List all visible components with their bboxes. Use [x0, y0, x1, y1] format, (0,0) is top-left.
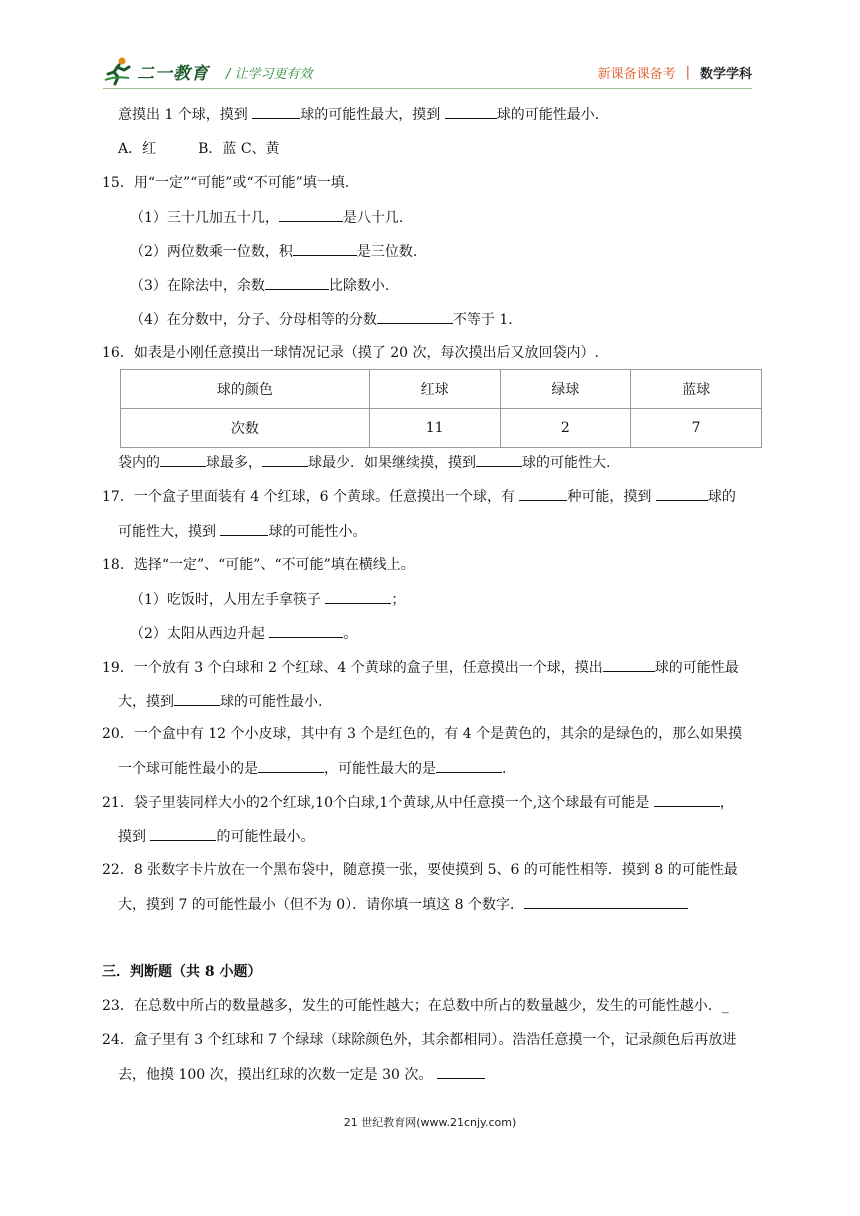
answer-blank[interactable]: [325, 589, 391, 604]
q15-item-3: （3）在除法中，余数 比除数小.: [130, 275, 389, 296]
answer-blank[interactable]: [436, 758, 502, 773]
header-divider: [103, 88, 752, 89]
q18-item-2: （2）太阳从西边升起 。: [130, 623, 357, 644]
q15-item-1: （1）三十几加五十几， 是八十几.: [130, 207, 403, 228]
answer-blank[interactable]: [654, 792, 720, 807]
table-cell: 球的颜色: [121, 370, 370, 409]
answer-blank[interactable]: [293, 241, 357, 256]
brand-logo: [103, 56, 209, 86]
answer-blank[interactable]: [220, 521, 268, 536]
answer-blank[interactable]: [258, 758, 324, 773]
answer-blank[interactable]: [252, 104, 300, 119]
answer-blank[interactable]: [445, 104, 497, 119]
q21-line-1: 21．袋子里装同样大小的2个红球,10个白球,1个黄球,从中任意摸一个,这个球最有可能是 ，: [102, 792, 734, 813]
answer-blank[interactable]: [279, 207, 343, 222]
answer-blank[interactable]: [603, 657, 655, 672]
header-subject: [598, 63, 752, 82]
logo-text: 二一教育: [137, 63, 209, 84]
q18-item-1: （1）吃饭时，人用左手拿筷子 ；: [130, 589, 405, 610]
q19-line-2: 大，摸到 球的可能性最小.: [118, 691, 322, 712]
q19-line-1: 19．一个放有 3 个白球和 2 个红球、4 个黄球的盒子里，任意摸出一个球，摸出 球的可能性最: [102, 657, 739, 678]
answer-blank[interactable]: [262, 452, 308, 467]
table-row: [121, 409, 762, 448]
table-cell: 红球: [369, 370, 500, 409]
table-cell: 蓝球: [631, 370, 762, 409]
q22-line-2: 大，摸到 7 的可能性最小（但不为 0）．请你填一填这 8 个数字．: [118, 894, 688, 915]
q14-options: A．红 B．蓝 C、黄: [118, 141, 280, 157]
table-cell: 次数: [121, 409, 370, 448]
answer-blank[interactable]: [377, 309, 453, 324]
q18-title: 18．选择“一定”、“可能”、“不可能”填在横线上。: [102, 557, 415, 573]
q24-line-2: 去，他摸 100 次，摸出红球的次数一定是 30 次。: [118, 1064, 485, 1085]
q24-line-1: 24．盒子里有 3 个红球和 7 个绿球（球除颜色外，其余都相同）。浩浩任意摸一个，记录颜色后再放进: [102, 1032, 737, 1048]
answer-blank[interactable]: [519, 486, 567, 501]
answer-blank[interactable]: [265, 275, 329, 290]
page-footer: 21 世纪教育网(www.21cnjy.com): [343, 1116, 517, 1129]
header-separator: |: [685, 65, 690, 80]
answer-blank[interactable]: [174, 691, 220, 706]
record-table: [120, 369, 762, 448]
table-header-row: [121, 370, 762, 409]
q16-question: 袋内的 球最多， 球最少．如果继续摸，摸到 球的可能性大.: [118, 452, 610, 473]
answer-blank[interactable]: [150, 826, 216, 841]
section-heading: 三．判断题（共 8 小题）: [102, 964, 262, 980]
q17-line-1: 17．一个盒子里面装有 4 个红球，6 个黄球。任意摸出一个球，有 种可能，摸到 球的: [102, 486, 736, 507]
header-subject-name: 数学学科: [699, 67, 752, 82]
table-cell: 绿球: [500, 370, 631, 409]
answer-blank[interactable]: [476, 452, 522, 467]
q15-item-4: （4）在分数中，分子、分母相等的分数 不等于 1.: [130, 309, 513, 330]
table-cell: 11: [369, 409, 500, 448]
q17-line-2: 可能性大，摸到 球的可能性小。: [118, 521, 366, 542]
answer-blank[interactable]: [160, 452, 206, 467]
table-cell: 7: [631, 409, 762, 448]
q22-line-1: 22．8 张数字卡片放在一个黑布袋中，随意摸一张，要使摸到 5、6 的可能性相等．摸到 8 的可能性最: [102, 862, 738, 878]
answer-blank[interactable]: [656, 486, 708, 501]
q16-title: 16．如表是小刚任意摸出一球情况记录（摸了 20 次，每次摸出后又放回袋内）.: [102, 345, 599, 361]
q21-line-2: 摸到 的可能性最小。: [118, 826, 314, 847]
q14-continuation: 意摸出 1 个球，摸到 球的可能性最大，摸到 球的可能性最小.: [118, 104, 599, 125]
table-cell: 2: [500, 409, 631, 448]
q23-line: 23．在总数中所占的数量越多，发生的可能性越大；在总数中所占的数量越少，发生的可能性越小．_: [102, 998, 729, 1014]
header-course: 新课备课备考: [597, 67, 676, 82]
q20-line-2: 一个球可能性最小的是 ，可能性最大的是 .: [118, 758, 506, 779]
answer-blank[interactable]: [269, 623, 343, 638]
q15-title: 15．用“一定”“可能”或“不可能”填一填.: [102, 175, 350, 191]
q20-line-1: 20．一个盒中有 12 个小皮球，其中有 3 个是红色的，有 4 个是黄色的，其余的是绿色的，那么如果摸: [102, 726, 743, 742]
answer-blank[interactable]: [437, 1064, 485, 1079]
answer-blank[interactable]: [524, 894, 688, 909]
runner-logo-icon: [103, 56, 133, 86]
q15-item-2: （2）两位数乘一位数，积 是三位数.: [130, 241, 417, 262]
slogan: / 让学习更有效: [226, 67, 313, 82]
